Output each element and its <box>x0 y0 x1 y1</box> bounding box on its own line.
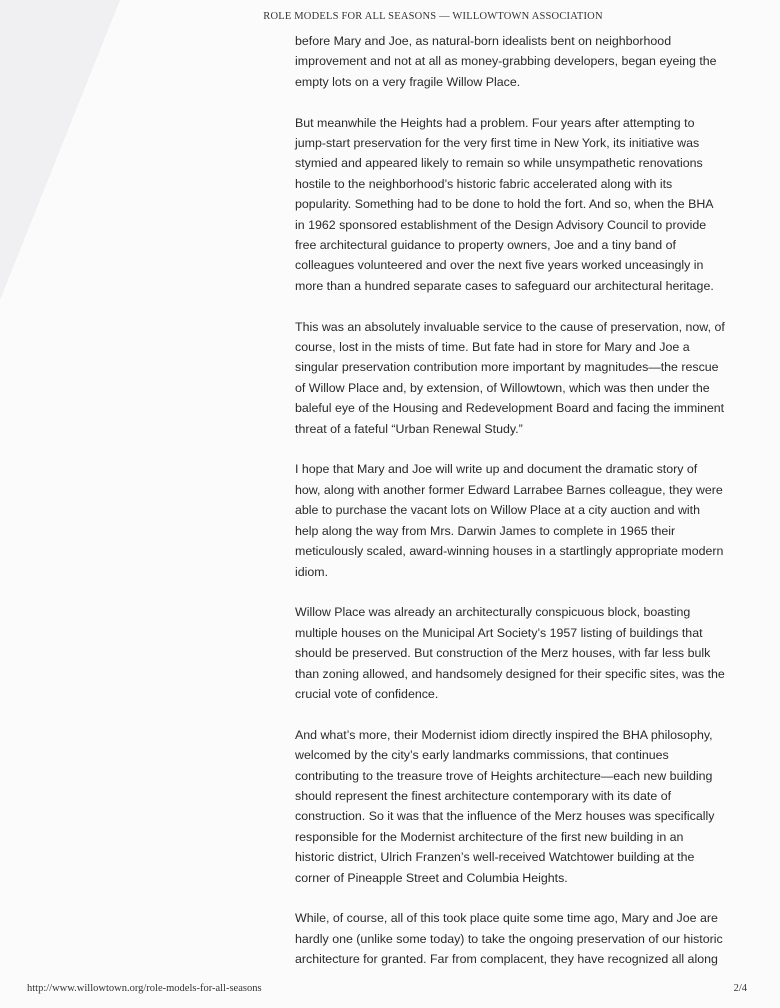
running-header: ROLE MODELS FOR ALL SEASONS — WILLOWTOWN ASSOCIATION <box>263 11 603 22</box>
text-line: corner of Pineapple Street and Columbia Heights. <box>295 870 568 885</box>
paragraph <box>295 602 725 704</box>
text-line: in 1962 sponsored establishment of the Design Advisory Council to provide <box>295 217 707 232</box>
page-number: 2/4 <box>733 983 747 994</box>
text-line: improvement and not at all as money-grabbing developers, began eyeing the <box>295 54 717 69</box>
footer-url-link[interactable]: http://www.willowtown.org/role-models-for-all-seasons <box>27 983 262 994</box>
text-line: free architectural guidance to property owners, Joe and a tiny band of <box>295 238 676 253</box>
text-line: This was an absolutely invaluable service to the cause of preservation, now, of <box>295 319 725 334</box>
paragraph <box>295 725 715 888</box>
text-line: popularity. Something had to be done to hold the fort. And so, when the BHA <box>295 197 714 212</box>
text-line: should represent the finest architecture contemporary with its date of <box>295 788 672 803</box>
paragraph <box>295 908 723 969</box>
text-line: contributing to the treasure trove of Heights architecture—each new building <box>295 768 713 783</box>
text-line: meticulously scaled, award-winning houses in a startlingly appropriate modern <box>295 544 724 559</box>
text-line: idiom. <box>295 564 329 579</box>
text-line: should be preserved. But construction of the Merz houses, with far less bulk <box>295 646 711 661</box>
text-line: course, lost in the mists of time. But fate had in store for Mary and Joe a <box>295 340 690 355</box>
text-line: I hope that Mary and Joe will write up and document the dramatic story of <box>295 462 698 477</box>
text-line: empty lots on a very fragile Willow Place. <box>295 74 521 89</box>
text-line: of Willow Place and, by extension, of Willowtown, which was then under the <box>295 380 710 395</box>
text-line: jump-start preservation for the very first time in New York, its initiative was <box>295 136 700 151</box>
paragraph <box>295 31 715 92</box>
text-line: architecture for granted. Far from complacent, they have recognized all along <box>295 952 718 967</box>
text-line: stymied and appeared likely to remain so while unsympathetic renovations <box>295 156 703 171</box>
text-line: help along the way from Mrs. Darwin James to complete in 1965 their <box>295 523 676 538</box>
text-line: how, along with another former Edward Larrabee Barnes colleague, they were <box>295 482 723 497</box>
text-line: hostile to the neighborhood’s historic fabric accelerated along with its <box>295 176 673 191</box>
text-line: responsible for the Modernist architecture of the first new building in an <box>295 829 684 844</box>
text-line: baleful eye of the Housing and Redevelopment Board and facing the imminent <box>295 401 725 416</box>
text-line: construction. So it was that the influence of the Merz houses was specifically <box>295 809 715 824</box>
text-line: colleagues volunteered and over the next five years worked unceasingly in <box>295 258 704 273</box>
text-line: than zoning allowed, and handsomely designed for their specific sites, was the <box>295 666 725 681</box>
text-line: While, of course, all of this took place quite some time ago, Mary and Joe are <box>295 911 718 926</box>
text-line: able to purchase the vacant lots on Willow Place at a city auction and with <box>295 503 700 518</box>
page-fold-shadow <box>0 0 120 300</box>
text-line: historic district, Ulrich Franzen’s well-received Watchtower building at the <box>295 850 695 865</box>
text-line: And what’s more, their Modernist idiom directly inspired the BHA philosophy, <box>295 727 713 742</box>
text-line: before Mary and Joe, as natural-born idealists bent on neighborhood <box>295 34 672 48</box>
article-body <box>295 31 725 990</box>
text-line: more than a hundred separate cases to safeguard our architectural heritage. <box>295 278 714 293</box>
paragraph <box>295 317 725 439</box>
paragraph <box>295 113 715 297</box>
paragraph <box>295 459 724 581</box>
text-line: multiple houses on the Municipal Art Society’s 1957 listing of buildings that <box>295 625 703 640</box>
text-line: welcomed by the city’s early landmarks commissions, that continues <box>295 748 669 763</box>
text-line: crucial vote of confidence. <box>295 686 439 701</box>
text-line: singular preservation contribution more important by magnitudes—the rescue <box>295 360 719 375</box>
text-line: hardly one (unlike some today) to take the ongoing preservation of our historic <box>295 931 723 946</box>
text-line: Willow Place was already an architecturally conspicuous block, boasting <box>295 605 691 620</box>
text-line: But meanwhile the Heights had a problem. Four years after attempting to <box>295 115 695 130</box>
text-line: threat of a fateful “Urban Renewal Study.” <box>295 421 523 436</box>
